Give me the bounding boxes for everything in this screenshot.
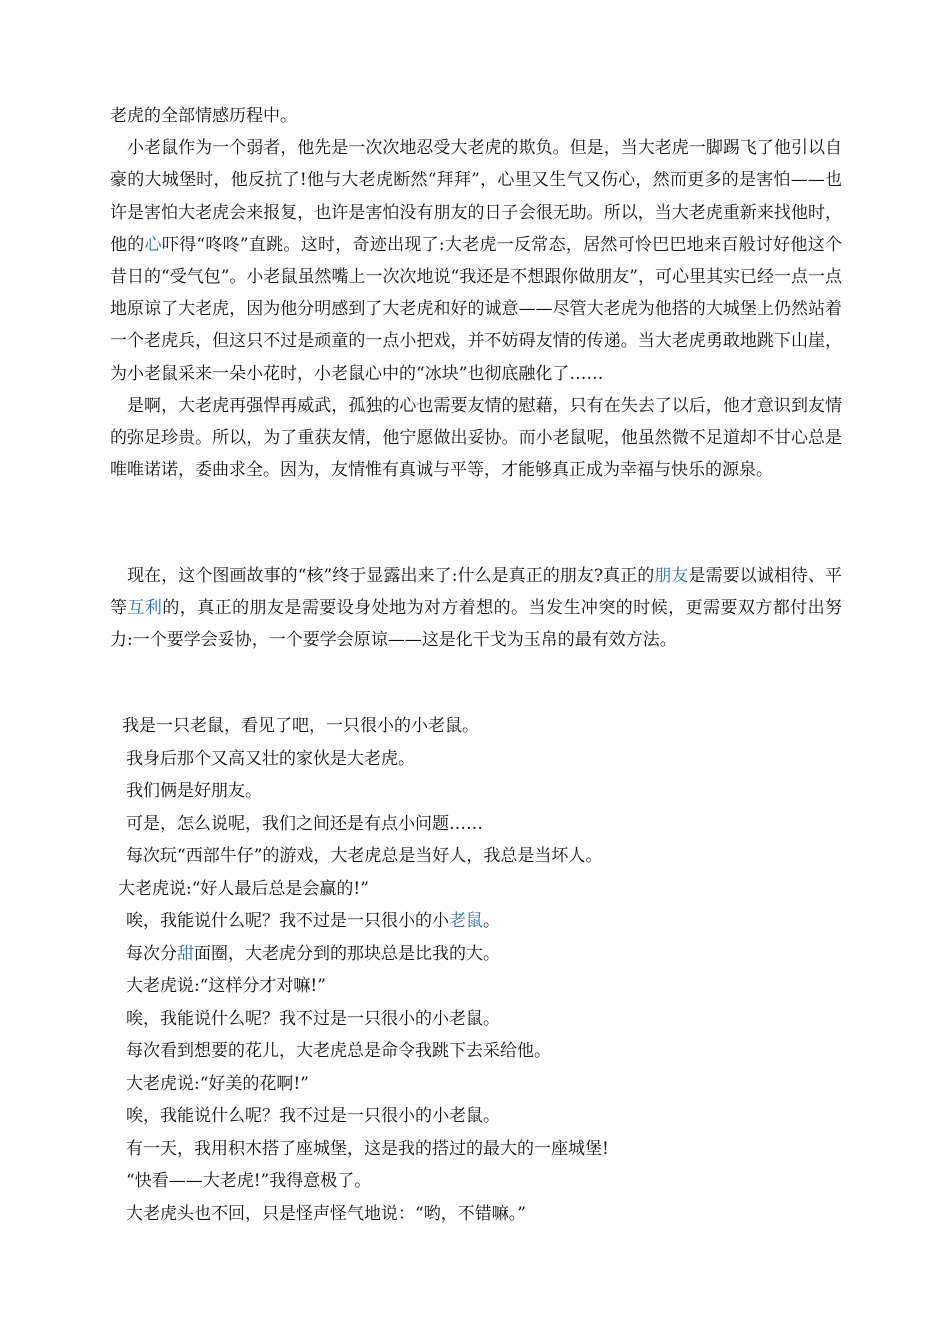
story-line: 大老虎说:“好人最后总是会赢的!” bbox=[118, 878, 369, 899]
text-run: 吓得“咚咚”直跳。这时，奇迹出现了:大老虎一反常态，居然可怜巴巴地来百般讨好他这个昔日的“受气包”。小老鼠虽然嘴上一次次地说“我还是不想跟你做朋友”，可心里其实已经一点一点地原谅了大老虎，因为他分明感到了大老虎和好的诚意——尽管大老虎为他搭的大城堡上仍然站着一个老虎兵，但这只不过是顽童的一点小把戏，并不妨碍友情的传递。当大老虎勇敢地跳下山崖，为小老鼠采来一朵小花时，小老鼠心中的“冰块”也彻底融化了…… bbox=[110, 234, 843, 384]
essay-paragraph-2: 是啊，大老虎再强悍再威武，孤独的心也需要友情的慰藉，只有在失去了以后，他才意识到友情的弥足珍贵。所以，为了重获友情，他宁愿做出妥协。而小老鼠呢，他虽然微不足道却不甘心总是唯唯诺诺，委曲求全。因为，友情惟有真诚与平等，才能够真正成为幸福与快乐的源泉。 bbox=[110, 395, 842, 481]
text-run: 每次分 bbox=[126, 943, 177, 964]
text-run: 是需要以诚相待、平等 bbox=[110, 566, 843, 619]
highlight-link[interactable]: 朋友 bbox=[654, 566, 689, 586]
essay-paragraph-1 bbox=[110, 132, 842, 390]
highlight-link[interactable]: 甜 bbox=[177, 943, 194, 964]
highlight-link[interactable]: 互利 bbox=[127, 598, 163, 619]
highlight-link[interactable]: 老鼠 bbox=[449, 911, 483, 931]
essay-text bbox=[110, 100, 842, 486]
text-run: 现在，这个图画故事的“核”终于显露出来了:什么是真正的朋友?真正的 bbox=[110, 566, 655, 586]
story-line: 大老虎说:“这样分才对嘛!” bbox=[126, 976, 326, 996]
story-line: 我们俩是好朋友。 bbox=[126, 781, 262, 801]
story-line: 每次看到想要的花儿，大老虎总是命令我跳下去采给他。 bbox=[126, 1041, 551, 1061]
story-lines bbox=[110, 710, 850, 1230]
highlight-link[interactable]: 心 bbox=[144, 234, 162, 255]
text-run: 面圈，大老虎分到的那块总是比我的大。 bbox=[194, 943, 500, 964]
story-line: 大老虎头也不回，只是怪声怪气地说：“哟，不错嘛。” bbox=[126, 1203, 526, 1224]
story-line bbox=[110, 938, 850, 971]
text-run: 的，真正的朋友是需要设身处地为对方着想的。当发生冲突的时候，更需要双方都付出努力:一个要学会妥协，一个要学会原谅——这是化干戈为玉帛的最有效方法。 bbox=[110, 598, 843, 651]
story-line: “快看——大老虎!”我得意极了。 bbox=[126, 1171, 372, 1191]
essay-paragraph-0: 老虎的全部情感历程中。 bbox=[110, 106, 297, 126]
story-line: 我身后那个又高又壮的家伙是大老虎。 bbox=[126, 748, 415, 769]
story-line: 唉，我能说什么呢？我不过是一只很小的小老鼠。 bbox=[126, 1008, 500, 1029]
story-line: 我是一只老鼠，看见了吧，一只很小的小老鼠。 bbox=[122, 716, 479, 736]
story-line: 可是，怎么说呢，我们之间还是有点小问题…… bbox=[126, 813, 483, 834]
essay-summary bbox=[110, 560, 842, 657]
story-line: 唉，我能说什么呢？我不过是一只很小的小老鼠。 bbox=[126, 1106, 500, 1126]
text-run: 唉，我能说什么呢？我不过是一只很小的小 bbox=[126, 911, 449, 931]
story-line bbox=[110, 905, 850, 938]
story-line: 大老虎说:“好美的花啊!” bbox=[126, 1073, 309, 1094]
essay-paragraph-3 bbox=[110, 560, 842, 657]
story-line: 每次玩“西部牛仔”的游戏，大老虎总是当好人，我总是当坏人。 bbox=[126, 846, 603, 866]
text-run: 。 bbox=[483, 911, 500, 931]
text-run: 小老鼠作为一个弱者，他先是一次次地忍受大老虎的欺负。但是，当大老虎一脚踢飞了他引以自豪的大城堡时，他反抗了!他与大老虎断然“拜拜”，心里又生气又伤心，然而更多的是害怕——也许是害怕大老虎会来报复，也许是害怕没有朋友的日子会很无助。所以，当大老虎重新来找他时，他的 bbox=[110, 138, 842, 255]
story-line: 有一天，我用积木搭了座城堡，这是我的搭过的最大的一座城堡! bbox=[126, 1138, 609, 1159]
